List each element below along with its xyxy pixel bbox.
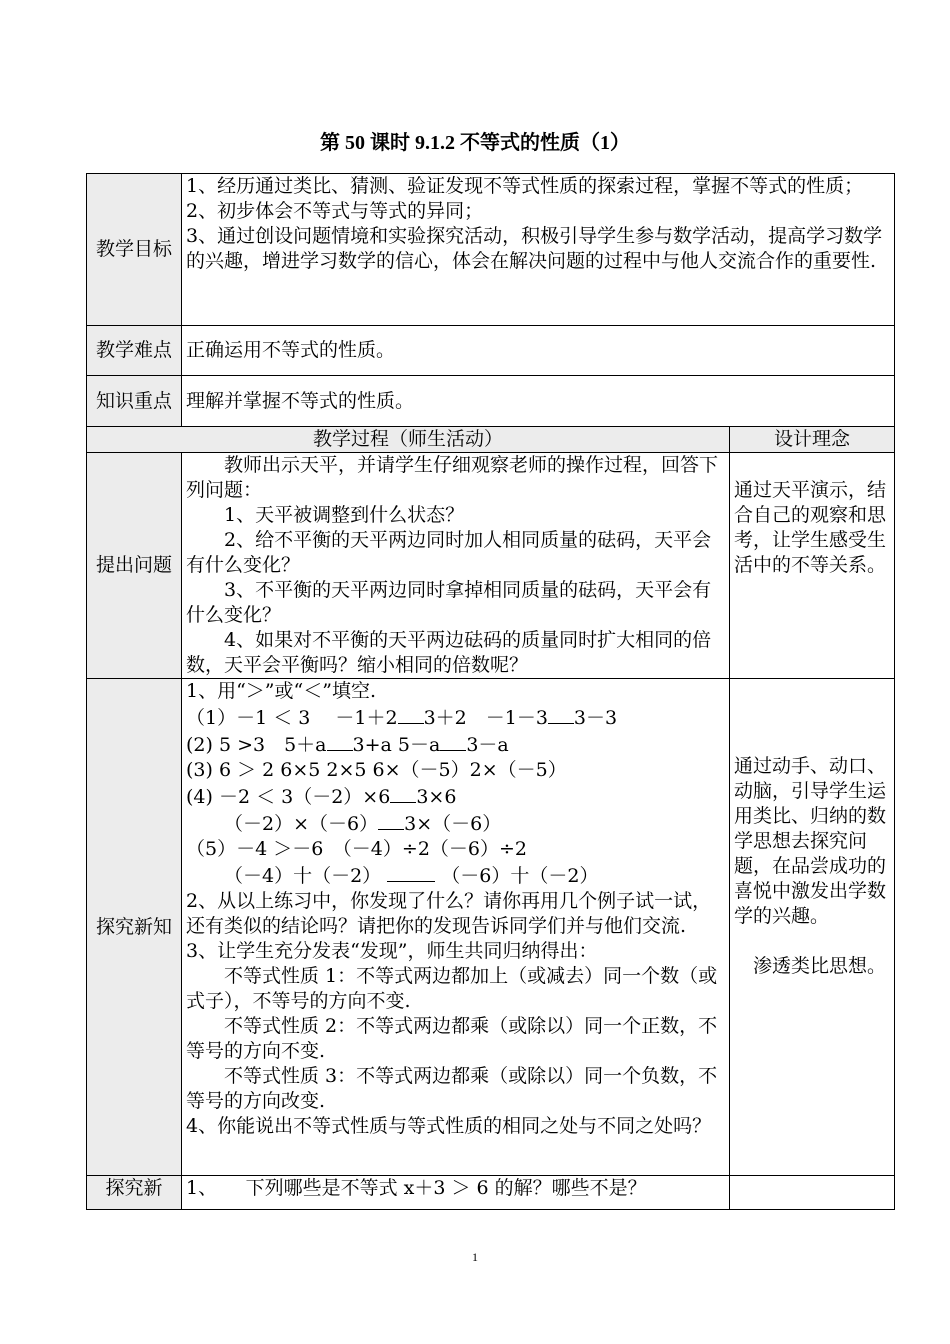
- explore-q3: 3、让学生充分发表“发现”，师生共同归纳得出：: [186, 940, 598, 962]
- exercise-5b: （－4）十（－2） （－6）十（－2）: [186, 862, 725, 889]
- property-2: 不等式性质 2：不等式两边都乘（或除以）同一个正数，不等号的方向不变.: [186, 1015, 718, 1062]
- pose-note: 通过天平演示，结合自己的观察和思考，让学生感受生活中的不等关系。: [730, 453, 895, 679]
- pose-q4: 4、如果对不平衡的天平两边砝码的质量同时扩大相同的倍数，天平会平衡吗？缩小相同的倍数呢？: [186, 629, 712, 676]
- row-goals: [87, 174, 895, 326]
- pose-q1: 1、天平被调整到什么状态？: [224, 504, 465, 526]
- goals-label: 教学目标: [87, 174, 182, 326]
- pose-content: [182, 453, 730, 679]
- row-header: [87, 427, 895, 453]
- exercise-5: （5）－4 ＞－6 （－4）÷2（－6）÷2: [186, 838, 527, 860]
- header-concept: 设计理念: [730, 427, 895, 453]
- row-explore2: [87, 1176, 895, 1210]
- explore-label: 探究新知: [87, 679, 182, 1176]
- row-explore: [87, 679, 895, 1176]
- exercise-4b: （－2）×（－6） 3×（－6）: [186, 810, 725, 837]
- pose-q3: 3、不平衡的天平两边同时拿掉相同质量的砝码，天平会有什么变化？: [186, 579, 712, 626]
- blank: [327, 731, 353, 751]
- row-difficulty: [87, 326, 895, 376]
- explore-q2: 2、从以上练习中，你发现了什么？请你再用几个例子试一试，还有类似的结论吗？请把你的发现告诉同学们并与他们交流.: [186, 890, 712, 937]
- explore2-label: 探究新: [87, 1176, 182, 1210]
- explore2-note: [730, 1176, 895, 1210]
- explore2-content: 1、 下列哪些是不等式 x＋3 ＞ 6 的解？哪些不是？: [182, 1176, 730, 1210]
- blank: [398, 704, 424, 724]
- exercise-1: （1）－1 ＜ 3 －1＋2 3＋2 －1－3 3－3: [186, 704, 725, 731]
- key-label: 知识重点: [87, 376, 182, 427]
- explore-content: [182, 679, 730, 1176]
- blank: [548, 704, 574, 724]
- exercise-2: (2) 5 >3 5＋a 3+a 5－a 3－a: [186, 731, 725, 758]
- explore-q1: 1、用“＞”或“＜”填空.: [186, 680, 376, 702]
- blank: [387, 862, 435, 882]
- goals-content: [182, 174, 895, 326]
- explore-note-1: 通过动手、动口、动脑，引导学生运用类比、归纳的数学思想去探究问题，在品尝成功的喜悦中激发出学数学的兴趣。: [734, 755, 887, 927]
- row-pose: [87, 453, 895, 679]
- blank: [378, 810, 404, 830]
- goal-1: 1、经历通过类比、猜测、验证发现不等式性质的探索过程，掌握不等式的性质；: [186, 175, 864, 197]
- page-title: 第 50 课时 9.1.2 不等式的性质（1）: [320, 132, 630, 154]
- lesson-plan-table: [86, 173, 895, 1210]
- difficulty-content: 正确运用不等式的性质。: [182, 326, 895, 376]
- pose-q2: 2、给不平衡的天平两边同时加人相同质量的砝码，天平会有什么变化？: [186, 529, 712, 576]
- page-number: 1: [472, 1250, 478, 1264]
- explore-note: [730, 679, 895, 1176]
- row-key: [87, 376, 895, 427]
- goal-2: 2、初步体会不等式与等式的异同；: [186, 200, 484, 222]
- exercise-3: (3) 6 ＞ 2 6×5 2×5 6×（－5）2×（－5）: [186, 759, 567, 781]
- exercise-4: (4) －2 ＜ 3（－2）×6 3×6: [186, 783, 725, 810]
- explore-q4: 4、你能说出不等式性质与等式性质的相同之处与不同之处吗？: [186, 1115, 712, 1137]
- pose-intro: 教师出示天平，并请学生仔细观察老师的操作过程，回答下列问题：: [186, 454, 719, 501]
- key-content: 理解并掌握不等式的性质。: [182, 376, 895, 427]
- pose-label: 提出问题: [87, 453, 182, 679]
- blank: [440, 731, 466, 751]
- goal-3: 3、通过创设问题情境和实验探究活动，积极引导学生参与数学活动，提高学习数学的兴趣，增进学习数学的信心，体会在解决问题的过程中与他人交流合作的重要性.: [186, 225, 883, 272]
- explore-note-2: 渗透类比思想。: [753, 955, 887, 977]
- property-3: 不等式性质 3：不等式两边都乘（或除以）同一个负数，不等号的方向改变.: [186, 1065, 718, 1112]
- blank: [390, 783, 416, 803]
- difficulty-label: 教学难点: [87, 326, 182, 376]
- property-1: 不等式性质 1：不等式两边都加上（或减去）同一个数（或式子），不等号的方向不变.: [186, 965, 718, 1012]
- header-process: 教学过程（师生活动）: [87, 427, 730, 453]
